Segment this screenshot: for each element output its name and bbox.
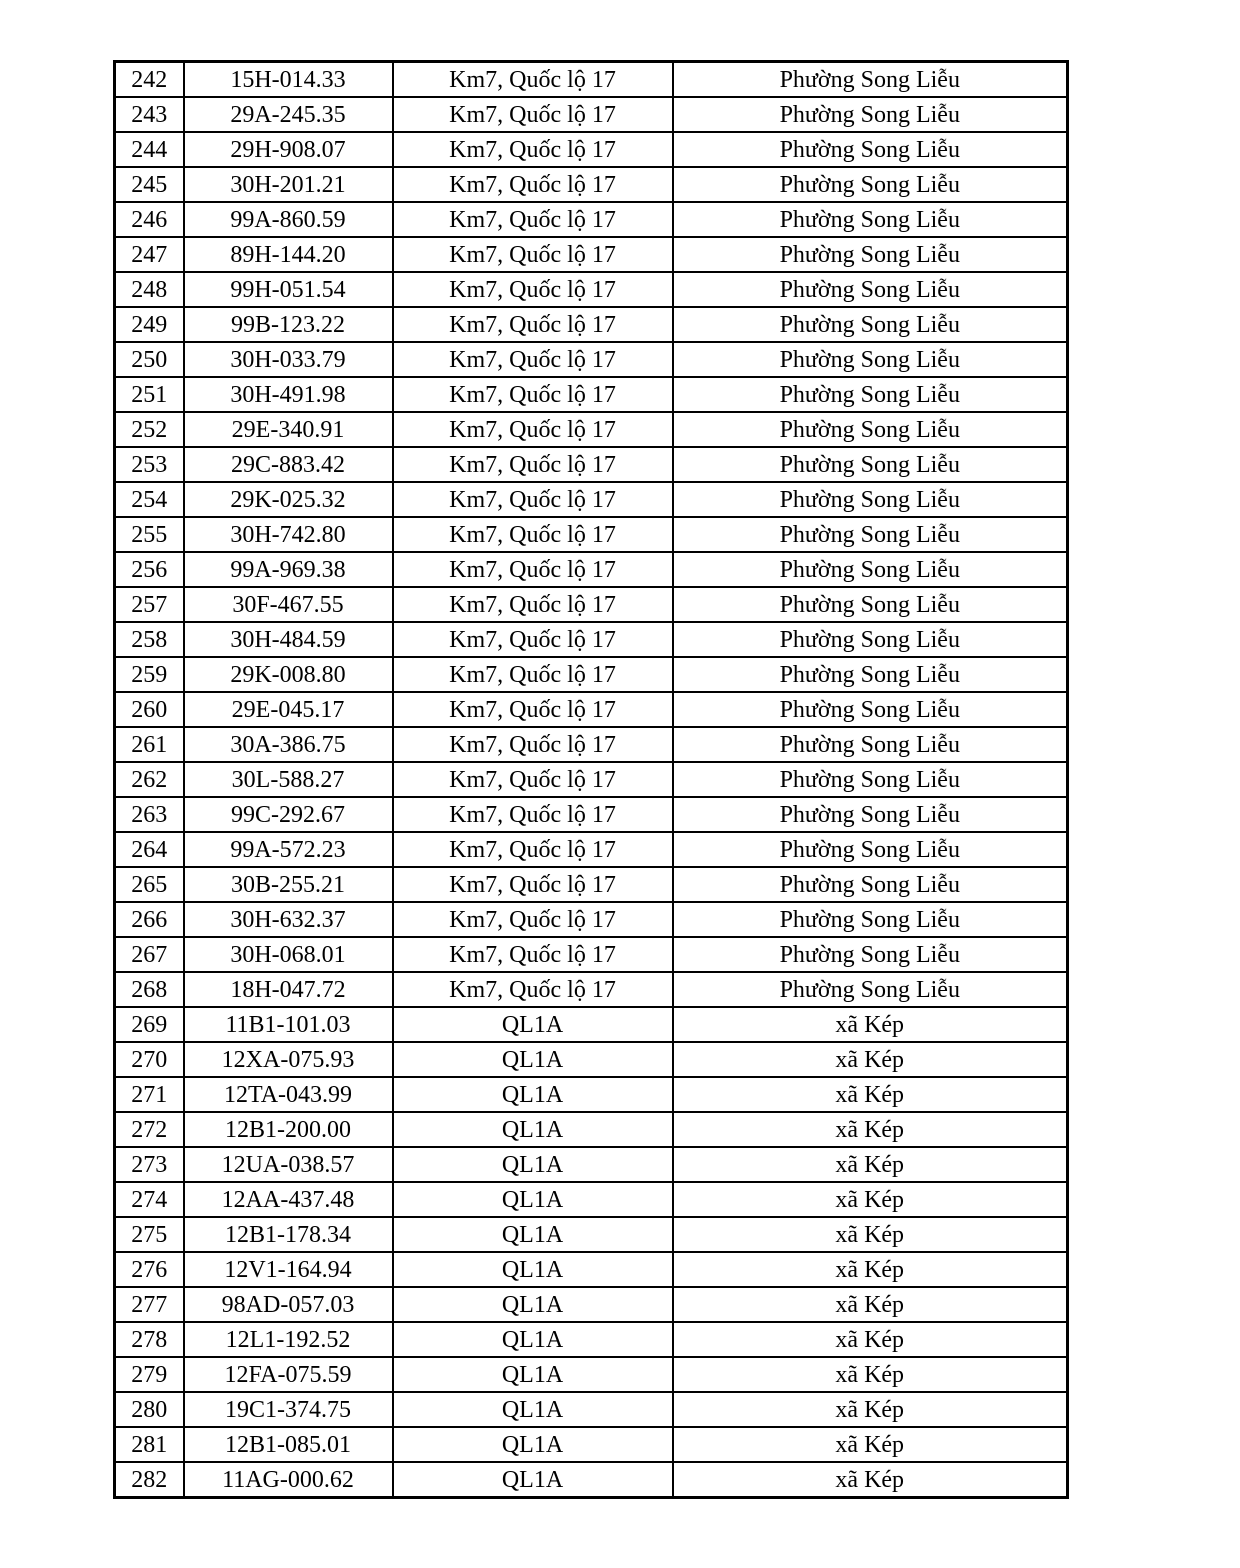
ward-cell: Phường Song Liễu xyxy=(673,307,1068,342)
table-row xyxy=(115,762,1068,797)
table-row xyxy=(115,97,1068,132)
ward-cell: Phường Song Liễu xyxy=(673,132,1068,167)
row-number-cell: 270 xyxy=(115,1042,184,1077)
table-row xyxy=(115,1217,1068,1252)
ward-cell: Phường Song Liễu xyxy=(673,237,1068,272)
table-row xyxy=(115,1427,1068,1462)
location-cell: Km7, Quốc lộ 17 xyxy=(393,307,673,342)
row-number-cell: 245 xyxy=(115,167,184,202)
location-cell: Km7, Quốc lộ 17 xyxy=(393,552,673,587)
location-cell: Km7, Quốc lộ 17 xyxy=(393,657,673,692)
table-row xyxy=(115,1252,1068,1287)
table-row xyxy=(115,1077,1068,1112)
ward-cell: Phường Song Liễu xyxy=(673,867,1068,902)
table-row xyxy=(115,412,1068,447)
table-row xyxy=(115,202,1068,237)
location-cell: QL1A xyxy=(393,1392,673,1427)
ward-cell: Phường Song Liễu xyxy=(673,272,1068,307)
ward-cell: Phường Song Liễu xyxy=(673,377,1068,412)
ward-cell: Phường Song Liễu xyxy=(673,447,1068,482)
plate-number-cell: 30H-484.59 xyxy=(184,622,393,657)
location-cell: Km7, Quốc lộ 17 xyxy=(393,97,673,132)
table-row xyxy=(115,1007,1068,1042)
table-row xyxy=(115,517,1068,552)
location-cell: Km7, Quốc lộ 17 xyxy=(393,832,673,867)
ward-cell: Phường Song Liễu xyxy=(673,167,1068,202)
plate-number-cell: 12B1-085.01 xyxy=(184,1427,393,1462)
plate-number-cell: 12TA-043.99 xyxy=(184,1077,393,1112)
location-cell: Km7, Quốc lộ 17 xyxy=(393,762,673,797)
table-row xyxy=(115,272,1068,307)
row-number-cell: 271 xyxy=(115,1077,184,1112)
row-number-cell: 275 xyxy=(115,1217,184,1252)
table-row xyxy=(115,342,1068,377)
table-row xyxy=(115,657,1068,692)
row-number-cell: 249 xyxy=(115,307,184,342)
plate-number-cell: 29E-340.91 xyxy=(184,412,393,447)
row-number-cell: 257 xyxy=(115,587,184,622)
table-row xyxy=(115,482,1068,517)
table-row xyxy=(115,1357,1068,1392)
table-row xyxy=(115,1042,1068,1077)
table-row xyxy=(115,132,1068,167)
ward-cell: Phường Song Liễu xyxy=(673,517,1068,552)
plate-number-cell: 29A-245.35 xyxy=(184,97,393,132)
plate-number-cell: 12FA-075.59 xyxy=(184,1357,393,1392)
table-row xyxy=(115,1287,1068,1322)
plate-number-cell: 18H-047.72 xyxy=(184,972,393,1007)
table-row xyxy=(115,937,1068,972)
location-cell: QL1A xyxy=(393,1007,673,1042)
row-number-cell: 265 xyxy=(115,867,184,902)
plate-number-cell: 15H-014.33 xyxy=(184,62,393,98)
row-number-cell: 262 xyxy=(115,762,184,797)
row-number-cell: 258 xyxy=(115,622,184,657)
location-cell: Km7, Quốc lộ 17 xyxy=(393,272,673,307)
row-number-cell: 278 xyxy=(115,1322,184,1357)
location-cell: QL1A xyxy=(393,1427,673,1462)
row-number-cell: 276 xyxy=(115,1252,184,1287)
plate-number-cell: 30B-255.21 xyxy=(184,867,393,902)
plate-number-cell: 12B1-178.34 xyxy=(184,1217,393,1252)
table-row xyxy=(115,797,1068,832)
row-number-cell: 248 xyxy=(115,272,184,307)
ward-cell: xã Kép xyxy=(673,1042,1068,1077)
table-row xyxy=(115,587,1068,622)
table-row xyxy=(115,692,1068,727)
row-number-cell: 261 xyxy=(115,727,184,762)
location-cell: QL1A xyxy=(393,1077,673,1112)
ward-cell: xã Kép xyxy=(673,1007,1068,1042)
ward-cell: xã Kép xyxy=(673,1462,1068,1498)
plate-number-cell: 29K-025.32 xyxy=(184,482,393,517)
plate-number-cell: 99H-051.54 xyxy=(184,272,393,307)
plate-number-cell: 30H-068.01 xyxy=(184,937,393,972)
table-row xyxy=(115,902,1068,937)
row-number-cell: 254 xyxy=(115,482,184,517)
table-row xyxy=(115,307,1068,342)
ward-cell: Phường Song Liễu xyxy=(673,62,1068,98)
location-cell: Km7, Quốc lộ 17 xyxy=(393,167,673,202)
location-cell: QL1A xyxy=(393,1112,673,1147)
location-cell: Km7, Quốc lộ 17 xyxy=(393,447,673,482)
location-cell: Km7, Quốc lộ 17 xyxy=(393,202,673,237)
plate-number-cell: 30H-033.79 xyxy=(184,342,393,377)
table-row xyxy=(115,727,1068,762)
table-row xyxy=(115,1392,1068,1427)
row-number-cell: 266 xyxy=(115,902,184,937)
table-row xyxy=(115,447,1068,482)
table-row xyxy=(115,377,1068,412)
plate-number-cell: 99C-292.67 xyxy=(184,797,393,832)
location-cell: Km7, Quốc lộ 17 xyxy=(393,342,673,377)
row-number-cell: 255 xyxy=(115,517,184,552)
plate-number-cell: 99A-572.23 xyxy=(184,832,393,867)
location-cell: Km7, Quốc lộ 17 xyxy=(393,692,673,727)
location-cell: Km7, Quốc lộ 17 xyxy=(393,132,673,167)
plate-number-cell: 29H-908.07 xyxy=(184,132,393,167)
ward-cell: Phường Song Liễu xyxy=(673,342,1068,377)
plate-number-cell: 30L-588.27 xyxy=(184,762,393,797)
ward-cell: xã Kép xyxy=(673,1252,1068,1287)
plate-number-cell: 30H-632.37 xyxy=(184,902,393,937)
plate-number-cell: 11AG-000.62 xyxy=(184,1462,393,1498)
ward-cell: Phường Song Liễu xyxy=(673,412,1068,447)
ward-cell: xã Kép xyxy=(673,1427,1068,1462)
ward-cell: Phường Song Liễu xyxy=(673,937,1068,972)
ward-cell: xã Kép xyxy=(673,1182,1068,1217)
row-number-cell: 250 xyxy=(115,342,184,377)
ward-cell: xã Kép xyxy=(673,1287,1068,1322)
table-row xyxy=(115,1462,1068,1498)
plate-number-cell: 98AD-057.03 xyxy=(184,1287,393,1322)
table-row xyxy=(115,167,1068,202)
ward-cell: xã Kép xyxy=(673,1147,1068,1182)
row-number-cell: 269 xyxy=(115,1007,184,1042)
ward-cell: Phường Song Liễu xyxy=(673,97,1068,132)
row-number-cell: 268 xyxy=(115,972,184,1007)
location-cell: Km7, Quốc lộ 17 xyxy=(393,482,673,517)
ward-cell: xã Kép xyxy=(673,1112,1068,1147)
table-row xyxy=(115,1112,1068,1147)
row-number-cell: 264 xyxy=(115,832,184,867)
location-cell: Km7, Quốc lộ 17 xyxy=(393,62,673,98)
location-cell: QL1A xyxy=(393,1287,673,1322)
plate-number-cell: 30H-491.98 xyxy=(184,377,393,412)
row-number-cell: 267 xyxy=(115,937,184,972)
plate-number-cell: 12L1-192.52 xyxy=(184,1322,393,1357)
ward-cell: xã Kép xyxy=(673,1322,1068,1357)
row-number-cell: 243 xyxy=(115,97,184,132)
vehicle-plate-table xyxy=(113,60,1069,1499)
ward-cell: Phường Song Liễu xyxy=(673,482,1068,517)
location-cell: Km7, Quốc lộ 17 xyxy=(393,867,673,902)
location-cell: QL1A xyxy=(393,1252,673,1287)
row-number-cell: 252 xyxy=(115,412,184,447)
row-number-cell: 277 xyxy=(115,1287,184,1322)
plate-number-cell: 30A-386.75 xyxy=(184,727,393,762)
location-cell: Km7, Quốc lộ 17 xyxy=(393,377,673,412)
plate-number-cell: 30H-742.80 xyxy=(184,517,393,552)
table-row xyxy=(115,832,1068,867)
row-number-cell: 253 xyxy=(115,447,184,482)
plate-number-cell: 12XA-075.93 xyxy=(184,1042,393,1077)
plate-number-cell: 19C1-374.75 xyxy=(184,1392,393,1427)
plate-number-cell: 99A-969.38 xyxy=(184,552,393,587)
location-cell: Km7, Quốc lộ 17 xyxy=(393,797,673,832)
table-row xyxy=(115,237,1068,272)
location-cell: QL1A xyxy=(393,1357,673,1392)
plate-number-cell: 99B-123.22 xyxy=(184,307,393,342)
ward-cell: Phường Song Liễu xyxy=(673,797,1068,832)
table-row xyxy=(115,972,1068,1007)
ward-cell: Phường Song Liễu xyxy=(673,622,1068,657)
plate-number-cell: 29C-883.42 xyxy=(184,447,393,482)
ward-cell: Phường Song Liễu xyxy=(673,832,1068,867)
location-cell: Km7, Quốc lộ 17 xyxy=(393,517,673,552)
row-number-cell: 274 xyxy=(115,1182,184,1217)
ward-cell: Phường Song Liễu xyxy=(673,587,1068,622)
plate-number-cell: 99A-860.59 xyxy=(184,202,393,237)
plate-number-cell: 89H-144.20 xyxy=(184,237,393,272)
ward-cell: Phường Song Liễu xyxy=(673,902,1068,937)
location-cell: Km7, Quốc lộ 17 xyxy=(393,937,673,972)
plate-number-cell: 12UA-038.57 xyxy=(184,1147,393,1182)
ward-cell: Phường Song Liễu xyxy=(673,552,1068,587)
row-number-cell: 247 xyxy=(115,237,184,272)
table-row xyxy=(115,1182,1068,1217)
location-cell: QL1A xyxy=(393,1042,673,1077)
row-number-cell: 281 xyxy=(115,1427,184,1462)
plate-number-cell: 12AA-437.48 xyxy=(184,1182,393,1217)
location-cell: Km7, Quốc lộ 17 xyxy=(393,412,673,447)
row-number-cell: 244 xyxy=(115,132,184,167)
ward-cell: Phường Song Liễu xyxy=(673,972,1068,1007)
row-number-cell: 256 xyxy=(115,552,184,587)
table-row xyxy=(115,1322,1068,1357)
ward-cell: xã Kép xyxy=(673,1392,1068,1427)
location-cell: Km7, Quốc lộ 17 xyxy=(393,727,673,762)
ward-cell: Phường Song Liễu xyxy=(673,202,1068,237)
row-number-cell: 279 xyxy=(115,1357,184,1392)
table-row xyxy=(115,622,1068,657)
location-cell: Km7, Quốc lộ 17 xyxy=(393,237,673,272)
location-cell: QL1A xyxy=(393,1182,673,1217)
ward-cell: xã Kép xyxy=(673,1357,1068,1392)
ward-cell: Phường Song Liễu xyxy=(673,762,1068,797)
row-number-cell: 272 xyxy=(115,1112,184,1147)
row-number-cell: 242 xyxy=(115,62,184,98)
location-cell: QL1A xyxy=(393,1462,673,1498)
row-number-cell: 280 xyxy=(115,1392,184,1427)
table-row xyxy=(115,62,1068,98)
table-row xyxy=(115,1147,1068,1182)
table-body xyxy=(115,62,1068,1498)
row-number-cell: 259 xyxy=(115,657,184,692)
table-row xyxy=(115,552,1068,587)
row-number-cell: 260 xyxy=(115,692,184,727)
plate-number-cell: 29K-008.80 xyxy=(184,657,393,692)
ward-cell: Phường Song Liễu xyxy=(673,692,1068,727)
plate-number-cell: 11B1-101.03 xyxy=(184,1007,393,1042)
plate-number-cell: 30F-467.55 xyxy=(184,587,393,622)
ward-cell: xã Kép xyxy=(673,1217,1068,1252)
plate-number-cell: 12V1-164.94 xyxy=(184,1252,393,1287)
location-cell: Km7, Quốc lộ 17 xyxy=(393,902,673,937)
row-number-cell: 246 xyxy=(115,202,184,237)
plate-number-cell: 29E-045.17 xyxy=(184,692,393,727)
row-number-cell: 282 xyxy=(115,1462,184,1498)
location-cell: QL1A xyxy=(393,1217,673,1252)
plate-number-cell: 30H-201.21 xyxy=(184,167,393,202)
table-row xyxy=(115,867,1068,902)
row-number-cell: 251 xyxy=(115,377,184,412)
location-cell: QL1A xyxy=(393,1147,673,1182)
row-number-cell: 263 xyxy=(115,797,184,832)
ward-cell: Phường Song Liễu xyxy=(673,727,1068,762)
row-number-cell: 273 xyxy=(115,1147,184,1182)
ward-cell: Phường Song Liễu xyxy=(673,657,1068,692)
location-cell: QL1A xyxy=(393,1322,673,1357)
location-cell: Km7, Quốc lộ 17 xyxy=(393,972,673,1007)
ward-cell: xã Kép xyxy=(673,1077,1068,1112)
plate-number-cell: 12B1-200.00 xyxy=(184,1112,393,1147)
location-cell: Km7, Quốc lộ 17 xyxy=(393,622,673,657)
location-cell: Km7, Quốc lộ 17 xyxy=(393,587,673,622)
